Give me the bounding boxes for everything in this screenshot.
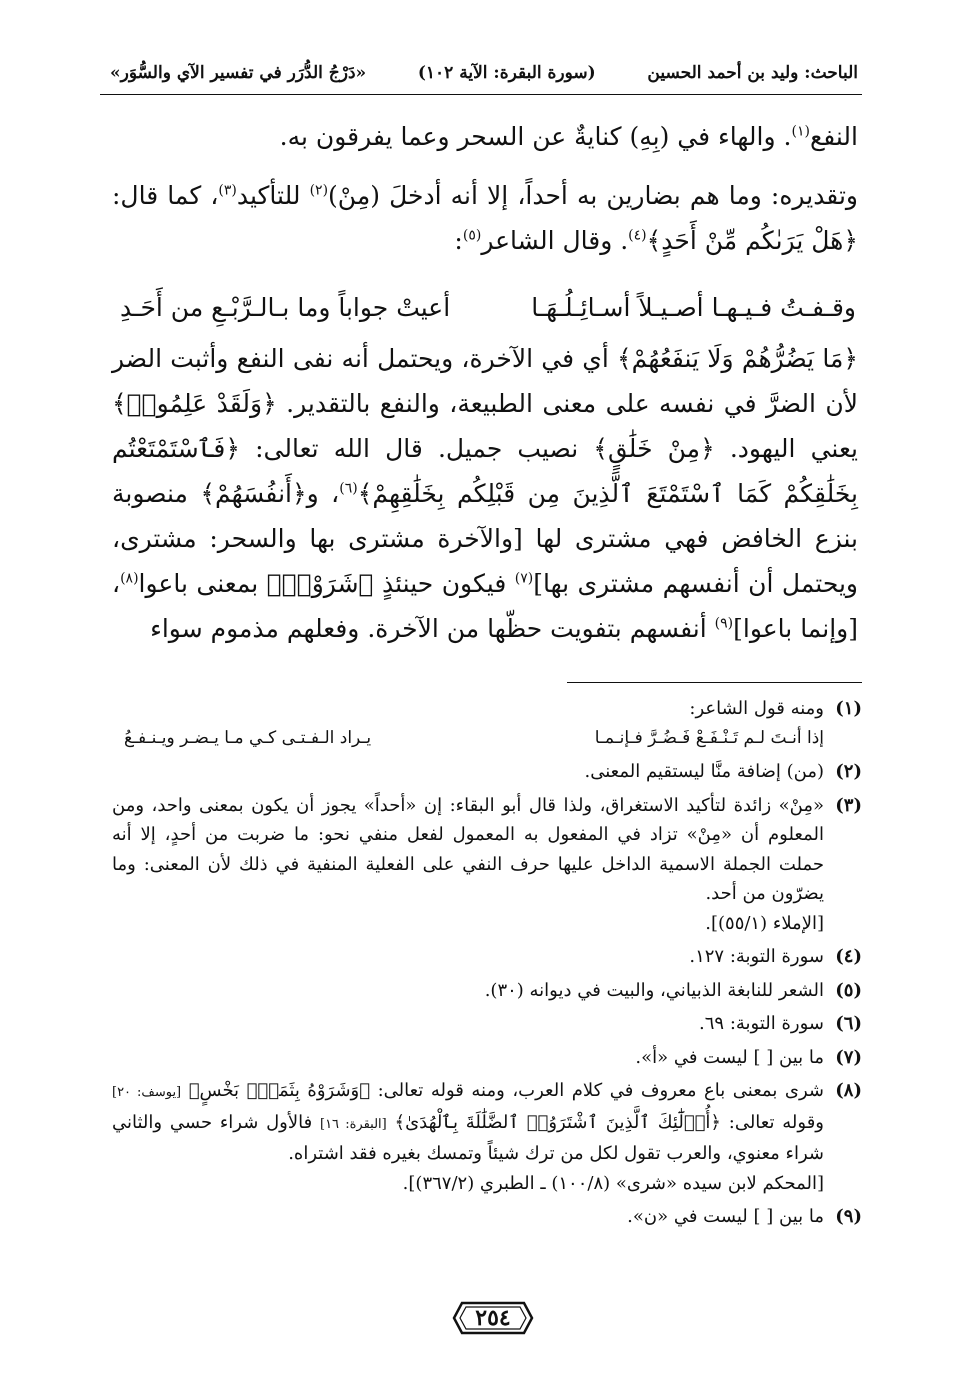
footnote-separator — [567, 682, 862, 683]
footnote-body — [112, 694, 824, 753]
main-text-span: وتقديره: وما هم بضارين به أحداً، إلا أنه أدخلَ (مِنْ) — [328, 181, 858, 210]
footnote-ref-5: (٥) — [462, 227, 482, 244]
footnotes — [112, 694, 862, 1236]
footnote-verse-first: إذا أنـتَ لـم تَـنْـفَـعْ فَـضُـرَّ فـإنـمـا — [594, 727, 824, 748]
footnote-ref-9: (٩) — [714, 615, 734, 632]
footnote-ref-8: (٨) — [120, 570, 139, 587]
verse-second-hemistich: أعيتْ جواباً وما بـالـرَّبْـعِ من أَحَـدِ — [120, 293, 451, 322]
main-text-span: : — [454, 226, 463, 255]
footnote-number: (١) — [835, 698, 862, 719]
main-text-span: . والهاء في (بِهِ) كنايةٌ عن السحر وعما يفرقون به. — [279, 122, 792, 151]
footnote-text-span: وقوله تعالى: ﴿أُو۟لَٰٓئِكَ ٱلَّذِينَ ٱشْتَرَوُا۟ ٱلضَّلَٰلَةَ بِٱلْهُدَىٰ﴾ — [394, 1111, 824, 1133]
header-rule — [100, 94, 862, 95]
footnote-ref-7: (٧) — [514, 570, 534, 587]
main-paragraph-2 — [112, 173, 858, 263]
footnote-ref-1: (١) — [791, 123, 810, 140]
verse-first-hemistich: وقـفـتُ فـيـهـا أصـيـلاً أسـائِـلُـهَـا — [531, 293, 856, 322]
main-text-span: ﴿مَا يَضُرُّهُمْ وَلَا يَنفَعُهُمْ﴾ أي في الآخرة، ويحتمل أنه نفى النفع وأثبت الضر لأن الضرَّ في نفسه على معنى الطبيعة، والنفع بالتقدير. ﴿وَلَقَدْ عَلِمُوا۟﴾ يعني اليهود. ﴿مِنْ خَلَٰقٍ﴾ نصيب جميل. قال الله تعالى: ﴿فَٱسْتَمْتَعْتُم بِخَلَٰقِكُمْ كَمَا ٱسْتَمْتَعَ ٱلَّذِينَ مِن قَبْلِكُم بِخَلَٰقِهِمْ﴾ — [112, 344, 858, 508]
footnote-5 — [112, 976, 862, 1006]
footnote-3 — [112, 791, 862, 939]
footnote-ref-4: (٤) — [628, 227, 647, 244]
footnote-verse-second: يـراد الـفـتـى كـي مـا يـضـر ويـنـفـعُ — [124, 727, 372, 748]
footnote-body — [112, 1076, 824, 1198]
main-text-span: فيكون حينئذٍ ﴿شَرَوْا۟﴾ بمعنى باعوا — [138, 569, 515, 598]
main-text-span: النفع — [809, 122, 858, 151]
footnote-text: ومنه قول الشاعر: — [689, 698, 824, 719]
main-text — [112, 114, 858, 651]
footnote-text-span: شرى بمعنى باع معروف في كلام العرب، ومنه قوله تعالى: ﴿وَشَرَوْهُ بِثَمَنٍۭ بَخْسٍ﴾ — [188, 1080, 824, 1101]
main-line-1 — [112, 114, 858, 159]
footnote-text: سورة التوبة: ١٢٧. — [689, 946, 824, 967]
main-text-span: للتأكيد — [236, 181, 310, 210]
footnote-number: (٦) — [835, 1013, 862, 1034]
footnote-2 — [112, 757, 862, 787]
footnote-text: ما بين [ ] ليست في «أ». — [635, 1046, 824, 1068]
footnote-6 — [112, 1009, 862, 1039]
main-text-span: ، كما قال: ﴿هَلْ يَرَىٰكُم مِّنْ أَحَدٍ﴾ — [112, 181, 858, 255]
footnote-number: (٧) — [835, 1046, 862, 1068]
footnote-reference: [الإملاء (٥٥/١)]. — [705, 912, 824, 934]
footnote-number: (٩) — [835, 1206, 862, 1227]
footnote-verse — [112, 724, 824, 754]
poetry-verse — [120, 285, 856, 330]
verse-citation: [يوسف: ٢٠] — [112, 1085, 182, 1100]
footnote-number: (٣) — [835, 794, 862, 816]
footnote-ref-6: (٦) — [339, 480, 358, 497]
footnote-ref-2: (٢) — [309, 182, 329, 199]
footnote-8 — [112, 1076, 862, 1198]
footnote-number: (٨) — [835, 1080, 862, 1101]
header-book-title: «دَرْجُ الدُّرَر في تفسير الآي والسُّوَر» — [110, 63, 367, 83]
footnote-text: ما بين [ ] ليست في «ن». — [627, 1206, 824, 1227]
header-author: الباحث: وليد بن أحمد الحسين — [647, 63, 858, 83]
main-text-span: ، [وإنما باعوا] — [112, 569, 858, 643]
footnote-body — [112, 791, 824, 939]
footnote-9 — [112, 1202, 862, 1232]
page-number: ٢٥٤ — [475, 1305, 511, 1331]
main-paragraph-3 — [112, 336, 858, 651]
footnote-1 — [112, 694, 862, 753]
footnote-reference: [المحكم لابن سيده «شرى» (١٠٠/٨) ـ الطبري (٣٦٧/٢)]. — [402, 1172, 824, 1194]
page-number-ornament — [452, 1300, 534, 1336]
verse-citation: [البقرة: ١٦] — [320, 1116, 387, 1132]
footnote-text: الشعر للنابغة الذبياني، والبيت في ديوانه (٣٠). — [484, 979, 824, 1001]
footnote-text: سورة التوبة: ٦٩. — [699, 1013, 824, 1034]
footnote-text — [112, 1076, 824, 1169]
main-text-span: . وقال الشاعر — [481, 226, 629, 255]
footnote-text-span: فالأول شراء حسي والثاني شراء معنوي، والعرب تقول لكل من ترك شيئاً وتمسك بغيره فقد اشتراه. — [112, 1111, 824, 1164]
footnote-number: (٤) — [835, 946, 862, 967]
running-header — [110, 58, 858, 88]
footnote-number: (٢) — [835, 761, 862, 782]
main-text-span: أنفسهم بتفويت حظّها من الآخرة. وفعلهم مذموم سواء — [150, 614, 715, 643]
footnote-ref-3: (٣) — [218, 182, 237, 199]
footnote-number: (٥) — [835, 979, 862, 1001]
main-text-span: ، و﴿أَنفُسَهُمْ﴾ منصوبة بنزع الخافض فهي مشترى لها [والآخرة مشترى بها والسحر: مشترى، ويحتمل أن أنفسهم مشترى بها] — [112, 479, 858, 598]
footnote-text: (من) إضافة منَّا ليستقيم المعنى. — [584, 761, 824, 782]
header-surah-reference: (سورة البقرة: الآية ١٠٢) — [417, 63, 596, 83]
footnote-7 — [112, 1043, 862, 1073]
footnote-text: «مِنْ» زائدة لتأكيد الاستغراق، ولذا قال أبو البقاء: إن «أحداً» يجوز أن يكون بمعنى واحد، ومن المعلوم أن «مِنْ» تزاد في المفعول به المعمول لفعل منفي نحو: ما ضربت من أحدٍ، إلا أنه حملت الجملة الاسمية الداخل عليها حرف النفي على الفعلية المنفية في ذلك لأن المعنى: وما يضرّون من أحد. — [112, 794, 824, 904]
footnote-4 — [112, 942, 862, 972]
